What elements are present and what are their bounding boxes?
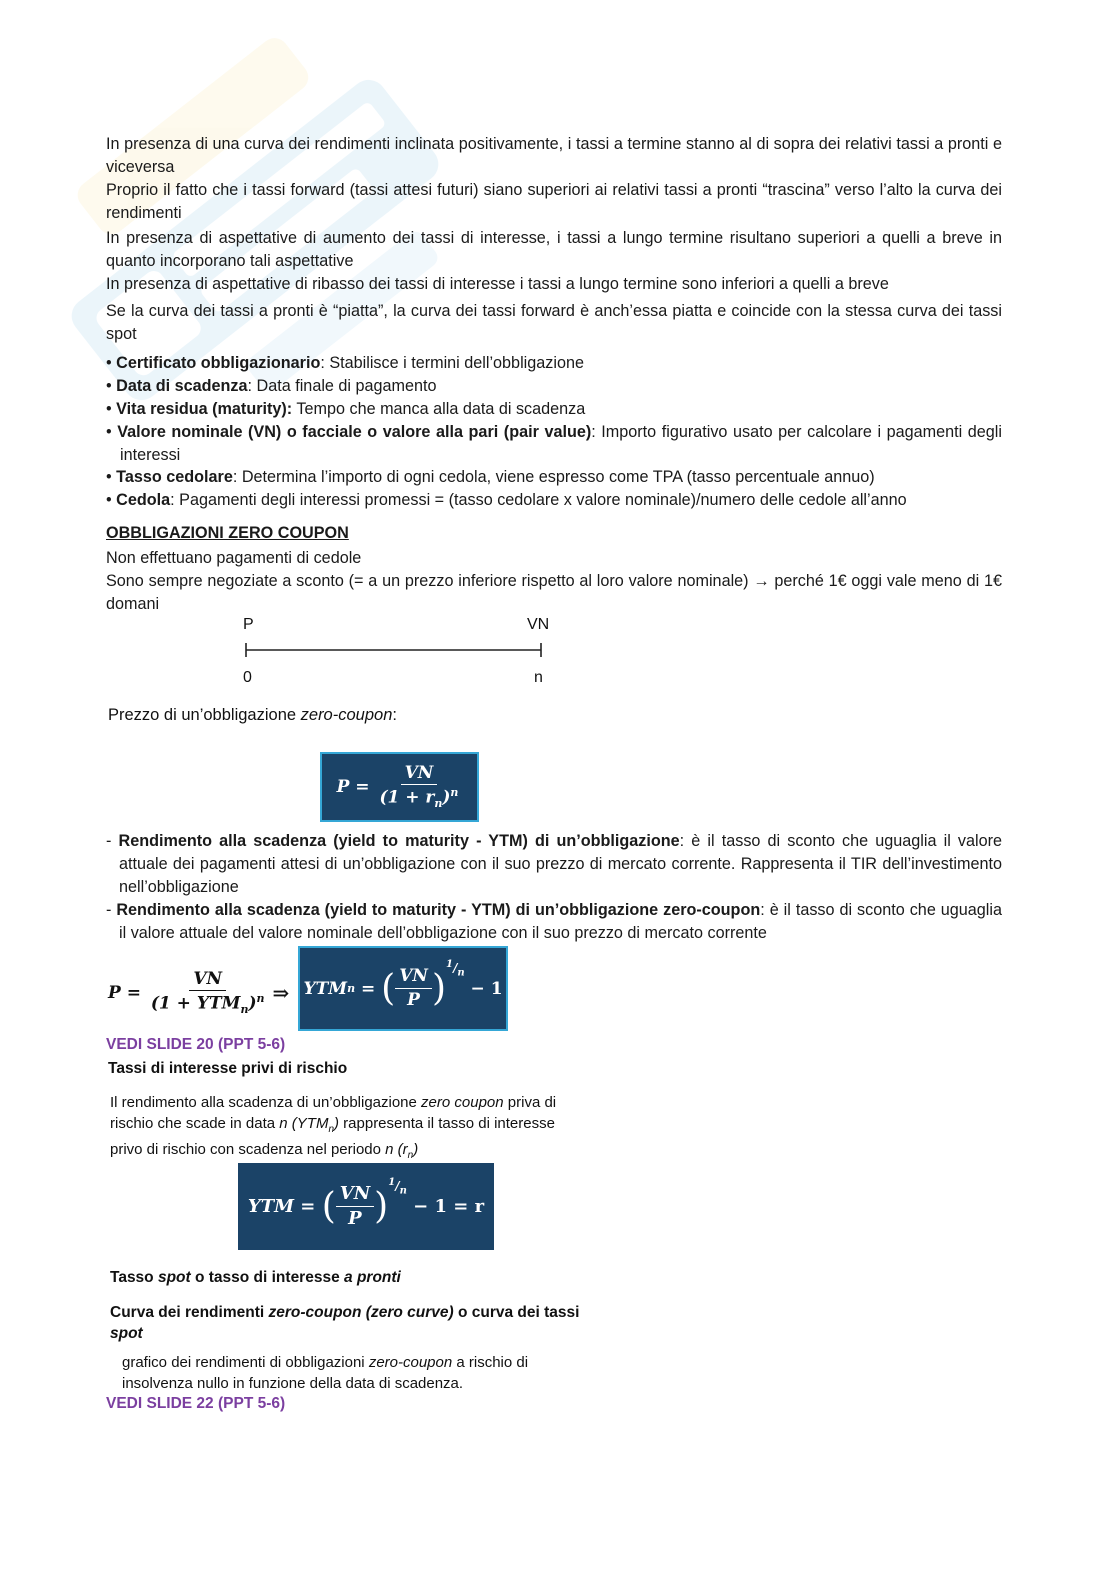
bullet-term: Valore nominale (VN) o facciale o valore alla pari (pair value): [117, 423, 592, 441]
implies-arrow: ⇒: [272, 981, 290, 1005]
ytm-price-formula: P = $\frac{VN}{(1 + YTM_n)^n}$ ⇒: [108, 968, 290, 1017]
bullet-item: • Vita residua (maturity): Tempo che manca alla data di scadenza: [106, 400, 586, 418]
timeline-label-vn: VN: [527, 616, 550, 633]
paragraph-3: In presenza di aspettative di aumento dei tassi di interesse, i tassi a lungo termine risultano superiori a quelli a breve in quanto incorporano tali aspettative: [106, 229, 1002, 270]
slide-reference: VEDI SLIDE 22 (PPT 5-6): [106, 1395, 286, 1412]
zero-curve-description: grafico dei rendimenti di obbligazioni zero-coupon a rischio di insolvenza nullo in funzione della data di scadenza.: [122, 1354, 529, 1392]
paragraph-5: Se la curva dei tassi a pronti è “piatta”, la curva dei tassi forward è anch’essa piatta e coincide con la stessa curva dei tassi spot: [106, 302, 1002, 343]
formula-fraction: $\frac{VN}{(1 + r_n)^n}$: [379, 762, 459, 811]
ytm-formula: YTM n = ( $\frac{VN}{P}$ ) $^1/_n$ − 1: [298, 946, 508, 1031]
risk-free-text: Il rendimento alla scadenza di un’obbligazione zero coupon priva di rischio che scade in data n $(YTM_n)$ rappresenta il tasso di interesse privo di rischio con scadenza nel periodo n $(r_n)$: [110, 1094, 557, 1161]
zero-coupon-line-1: Non effettuano pagamenti di cedole: [106, 549, 362, 567]
bullet-desc: : Data finale di pagamento: [247, 377, 437, 395]
bullet-item: • Certificato obbligazionario: Stabilisce i termini dell’obbligazione: [106, 354, 584, 372]
bullet-term: Tasso cedolare: [116, 468, 233, 486]
ytm-definition: - Rendimento alla scadenza (yield to maturity - YTM) di un’obbligazione: è il tasso di sconto che uguaglia il valore attuale dei pagamenti attesi di un’obbligazione con il suo prezzo di mercato corrente. Rappresenta il TIR dell’investimento nell’obbligazione: [106, 832, 1003, 896]
timeline-label-n: n: [534, 669, 543, 686]
bullet-item: • Cedola: Pagamenti degli interessi promessi = (tasso cedolare x valore nominale)/numero delle cedole all’anno: [106, 491, 907, 509]
section-heading: OBBLIGAZIONI ZERO COUPON: [106, 524, 349, 542]
bullet-item: • Tasso cedolare: Determina l’importo di ogni cedola, viene espresso come TPA (tasso percentuale annuo): [106, 468, 875, 486]
bullet-desc: : Pagamenti degli interessi promessi = (tasso cedolare x valore nominale)/numero delle cedole all’anno: [170, 491, 907, 509]
bullet-item: • Valore nominale (VN) o facciale o valore alla pari (pair value): Importo figurativo usato per calcolare i pagamenti degli interessi: [106, 423, 1002, 464]
bullet-term: Data di scadenza: [116, 377, 248, 395]
zero-curve-title: Curva dei rendimenti zero-coupon (zero curve) o curva dei tassi spot: [110, 1304, 580, 1342]
bullet-desc: : Importo figurativo usato per calcolare i pagamenti degli interessi: [120, 423, 1002, 464]
ytm-zero-coupon-definition: - Rendimento alla scadenza (yield to maturity - YTM) di un’obbligazione zero-coupon: è il tasso di sconto che uguaglia il valore attuale del valore nominale dell’obbligazione con il suo prezzo di mercato corrente: [106, 901, 1002, 942]
risk-free-ytm-formula: YTM = ( $\frac{VN}{P}$ ) $^1/_n$ − 1 = r: [238, 1163, 494, 1250]
spot-rate-title: Tasso spot o tasso di interesse a pronti: [110, 1269, 401, 1286]
bullet-term: Cedola: [116, 491, 171, 509]
paragraph-1: In presenza di una curva dei rendimenti inclinata positivamente, i tassi a termine stanno al di sopra dei relativi tassi a pronti e viceversa: [106, 135, 1002, 176]
zero-coupon-line-2: Sono sempre negoziate a sconto (= a un prezzo inferiore rispetto al loro valore nominale) → perché 1€ oggi vale meno di 1€ domani: [106, 572, 1002, 613]
bullet-term: Vita residua (maturity):: [116, 400, 293, 418]
timeline-axis: [240, 640, 550, 660]
timeline-label-p: P: [243, 616, 254, 633]
bullet-desc: Tempo che manca alla data di scadenza: [292, 400, 586, 418]
price-label: Prezzo di un’obbligazione zero-coupon:: [108, 706, 397, 724]
risk-free-title: Tassi di interesse privi di rischio: [108, 1060, 348, 1077]
timeline-label-0: 0: [243, 669, 252, 686]
slide-reference: VEDI SLIDE 20 (PPT 5-6): [106, 1036, 286, 1053]
bullet-desc: : Stabilisce i termini dell’obbligazione: [320, 354, 584, 372]
bullet-term: Certificato obbligazionario: [116, 354, 321, 372]
bullet-item: • Data di scadenza: Data finale di pagamento: [106, 377, 437, 395]
paragraph-2: Proprio il fatto che i tassi forward (tassi attesi futuri) siano superiori ai relativi tassi a pronti “trascina” verso l’alto la curva dei rendimenti: [106, 181, 1002, 222]
paragraph-4: In presenza di aspettative di ribasso dei tassi di interesse i tassi a lungo termine sono inferiori a quelli a breve: [106, 275, 889, 293]
bullet-desc: : Determina l’importo di ogni cedola, viene espresso come TPA (tasso percentuale annuo): [232, 468, 875, 486]
zero-coupon-price-formula: P = $\frac{VN}{(1 + r_n)^n}$: [320, 752, 479, 822]
